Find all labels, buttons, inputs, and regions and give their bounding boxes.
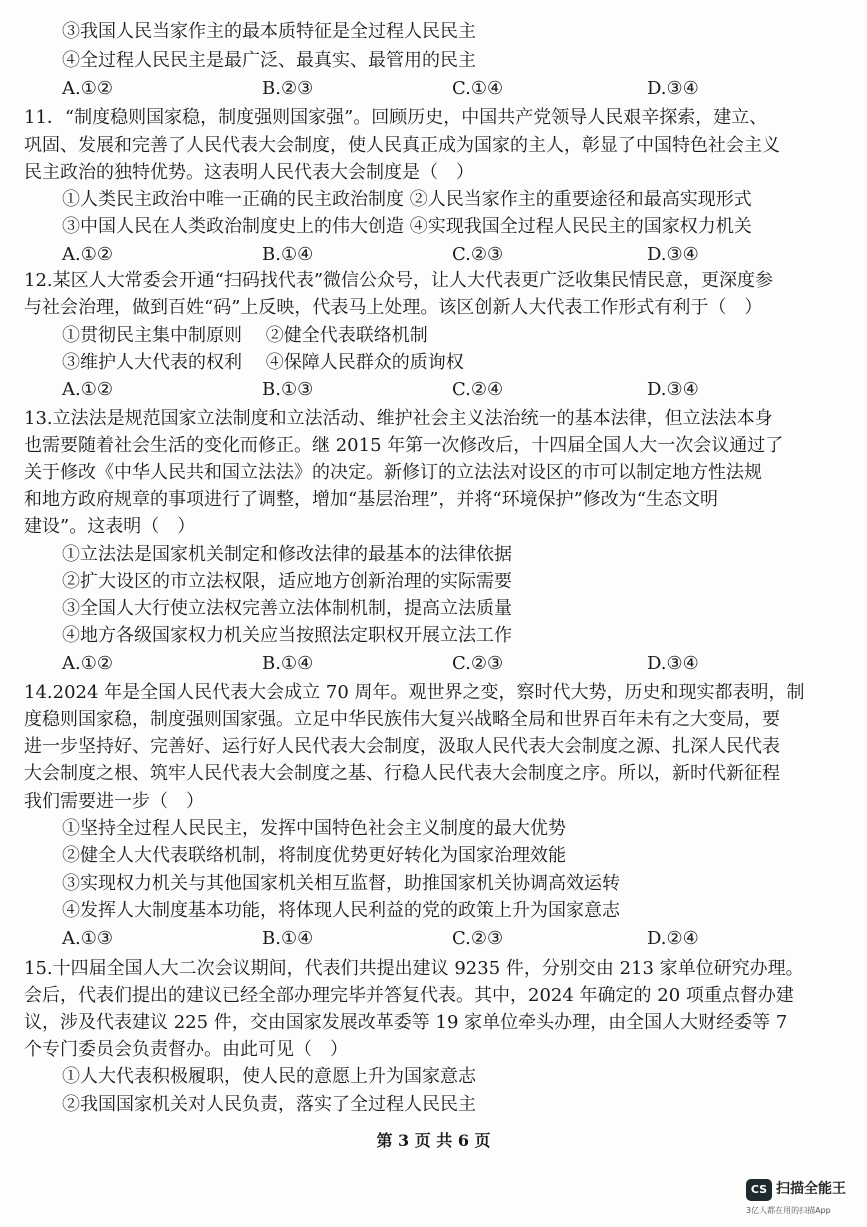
q13-stem-line-5: 建设”。这表明（ ） bbox=[24, 516, 196, 537]
q13-option-a: A.①② bbox=[62, 653, 113, 674]
q15-statement-1: ①人大代表积极履职，使人民的意愿上升为国家意志 bbox=[62, 1066, 476, 1087]
q10-option-d: D.③④ bbox=[647, 78, 699, 99]
q10-option-b: B.②③ bbox=[262, 78, 314, 99]
watermark-app-name: 扫描全能王 bbox=[776, 1181, 846, 1197]
q11-statements-1-2: ①人类民主政治中唯一正确的民主政治制度 ②人民当家作主的重要途径和最高实现形式 bbox=[62, 189, 752, 210]
q12-statements-1-2: ①贯彻民主集中制原则 ②健全代表联络机制 bbox=[62, 325, 428, 346]
q11-option-c: C.②③ bbox=[452, 244, 504, 265]
q14-statement-1: ①坚持全过程人民民主，发挥中国特色社会主义制度的最大优势 bbox=[62, 818, 566, 839]
q15-stem-line-3: 议，涉及代表建议 225 件，交由国家发展改革委等 19 家单位牵头办理，由全国人大财经委等 7 bbox=[24, 1012, 788, 1033]
q15-stem-line-4: 个专门委员会负责督办。由此可见（ ） bbox=[24, 1039, 348, 1060]
q13-statement-2: ②扩大设区的市立法权限，适应地方创新治理的实际需要 bbox=[62, 571, 512, 592]
q13-statement-1: ①立法法是国家机关制定和修改法律的最基本的法律依据 bbox=[62, 544, 512, 565]
q12-option-c: C.②④ bbox=[452, 379, 504, 400]
q14-stem-line-1: 14.2024 年是全国人民代表大会成立 70 周年。观世界之变，察时代大势，历史和现实都表明，制 bbox=[24, 682, 805, 703]
q11-options bbox=[62, 241, 842, 269]
q10-statement-3: ③我国人民当家作主的最本质特征是全过程人民民主 bbox=[62, 21, 476, 42]
q12-statements-3-4: ③维护人大代表的权利 ④保障人民群众的质询权 bbox=[62, 352, 464, 373]
page-number: 第 3 页 共 6 页 bbox=[376, 1131, 491, 1150]
q12-stem-line-2: 与社会治理，做到百姓“码”上反映，代表马上处理。该区创新人大代表工作形式有利于（ ） bbox=[24, 297, 763, 318]
q11-option-d: D.③④ bbox=[647, 244, 699, 265]
scanner-watermark bbox=[746, 1175, 856, 1219]
q13-option-d: D.③④ bbox=[647, 653, 699, 674]
q14-statement-3: ③实现权力机关与其他国家机关相互监督，助推国家机关协调高效运转 bbox=[62, 873, 620, 894]
q12-stem-line-1: 12.某区人大常委会开通“扫码找代表”微信公众号，让人大代表更广泛收集民情民意，更深度参 bbox=[24, 270, 774, 291]
q13-stem-line-1: 13.立法法是规范国家立法制度和立法活动、维护社会主义法治统一的基本法律，但立法法本身 bbox=[24, 408, 773, 429]
q13-stem-line-3: 关于修改《中华人民共和国立法法》的决定。新修订的立法法对设区的市可以制定地方性法规 bbox=[24, 462, 762, 483]
q10-options bbox=[62, 75, 842, 103]
q11-option-b: B.①④ bbox=[262, 244, 314, 265]
q14-stem-line-5: 我们需要进一步（ ） bbox=[24, 791, 204, 812]
q11-stem-line-1: 11．“制度稳则国家稳，制度强则国家强”。回顾历史，中国共产党领导人民艰辛探索，建立、 bbox=[24, 107, 768, 128]
q13-option-c: C.②③ bbox=[452, 653, 504, 674]
q11-stem-line-3: 民主政治的独特优势。这表明人民代表大会制度是（ ） bbox=[24, 162, 474, 183]
q12-option-a: A.①② bbox=[62, 379, 113, 400]
q10-option-c: C.①④ bbox=[452, 78, 504, 99]
q13-option-b: B.①④ bbox=[262, 653, 314, 674]
q13-stem-line-2: 也需要随着社会生活的变化而修正。继 2015 年第一次修改后，十四届全国人大一次会议通过了 bbox=[24, 435, 784, 456]
q15-stem-line-2: 会后，代表们提出的建议已经全部办理完毕并答复代表。其中，2024 年确定的 20 项重点督办建 bbox=[24, 985, 794, 1006]
q14-option-a: A.①③ bbox=[62, 928, 113, 949]
q15-stem-line-1: 15.十四届全国人大二次会议期间，代表们共提出建议 9235 件，分别交由 213 家单位研究办理。 bbox=[24, 958, 804, 979]
q14-stem-line-4: 大会制度之根、筑牢人民代表大会制度之基、行稳人民代表大会制度之序。所以，新时代新征程 bbox=[24, 763, 780, 784]
q13-stem-line-4: 和地方政府规章的事项进行了调整，增加“基层治理”，并将“环境保护”修改为“生态文明 bbox=[24, 489, 719, 510]
q14-stem-line-3: 进一步坚持好、完善好、运行好人民代表大会制度，汲取人民代表大会制度之源、扎深人民代表 bbox=[24, 736, 780, 757]
q11-option-a: A.①② bbox=[62, 244, 113, 265]
q12-options bbox=[62, 376, 842, 404]
watermark-tagline: 3亿人都在用的扫描App bbox=[746, 1206, 831, 1215]
q14-statement-4: ④发挥人大制度基本功能，将体现人民利益的党的政策上升为国家意志 bbox=[62, 900, 620, 921]
camscanner-logo-icon: CS bbox=[746, 1179, 772, 1201]
q12-option-d: D.③④ bbox=[647, 379, 699, 400]
q10-option-a: A.①② bbox=[62, 78, 113, 99]
q13-statement-3: ③全国人大行使立法权完善立法体制机制，提高立法质量 bbox=[62, 598, 512, 619]
q14-option-b: B.①④ bbox=[262, 928, 314, 949]
q11-stem-line-2: 巩固、发展和完善了人民代表大会制度，使人民真正成为国家的主人，彰显了中国特色社会主义 bbox=[24, 135, 780, 156]
q11-statements-3-4: ③中国人民在人类政治制度史上的伟大创造 ④实现我国全过程人民民主的国家权力机关 bbox=[62, 216, 752, 237]
q13-statement-4: ④地方各级国家权力机关应当按照法定职权开展立法工作 bbox=[62, 625, 512, 646]
q15-statement-2: ②我国国家机关对人民负责，落实了全过程人民民主 bbox=[62, 1094, 476, 1115]
q12-option-b: B.①③ bbox=[262, 379, 314, 400]
q14-options bbox=[62, 925, 842, 953]
q14-stem-line-2: 度稳则国家稳，制度强则国家强。立足中华民族伟大复兴战略全局和世界百年未有之大变局，要 bbox=[24, 709, 780, 730]
q14-option-c: C.②③ bbox=[452, 928, 504, 949]
q10-statement-4: ④全过程人民民主是最广泛、最真实、最管用的民主 bbox=[62, 50, 476, 71]
q14-statement-2: ②健全人大代表联络机制，将制度优势更好转化为国家治理效能 bbox=[62, 845, 566, 866]
q14-option-d: D.②④ bbox=[647, 928, 699, 949]
q13-options bbox=[62, 650, 842, 678]
